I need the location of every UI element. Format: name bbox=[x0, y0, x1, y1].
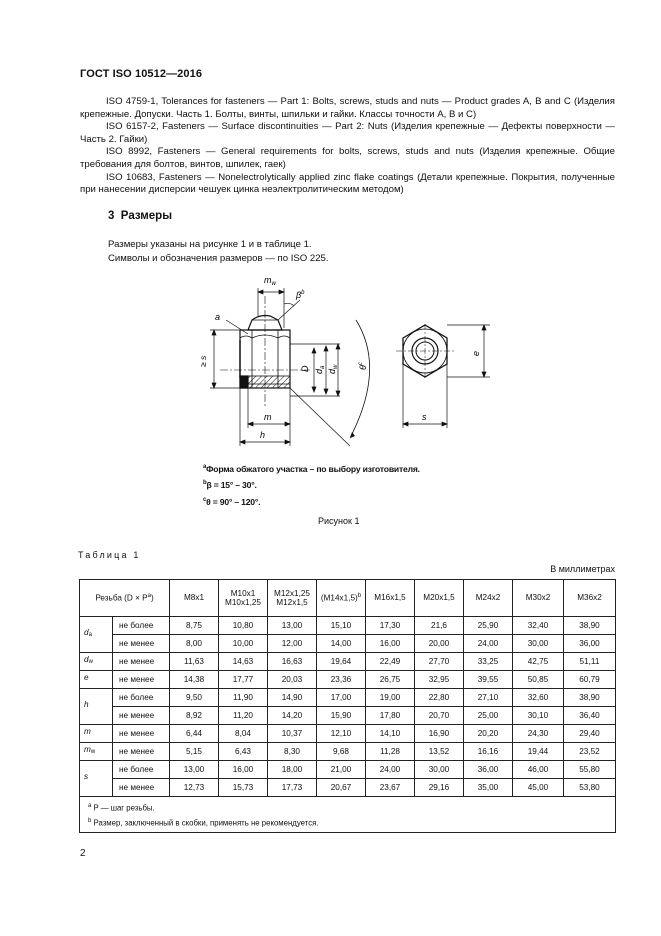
value-cell: 8,04 bbox=[219, 725, 268, 743]
limit-cell: не более bbox=[113, 761, 170, 779]
value-cell: 19,00 bbox=[366, 689, 415, 707]
label-e-right: e bbox=[471, 350, 481, 356]
value-cell: 23,67 bbox=[366, 779, 415, 797]
value-cell: 25,00 bbox=[464, 707, 513, 725]
value-cell: 13,52 bbox=[415, 743, 464, 761]
section-intro bbox=[108, 238, 329, 266]
table-row bbox=[80, 671, 616, 689]
column-header-cell: M24x2 bbox=[464, 580, 513, 617]
figure-note: $^a$Форма обжатого участка – по выбору изготовителя. bbox=[203, 463, 420, 474]
table-row bbox=[80, 653, 616, 671]
table-row bbox=[80, 761, 616, 779]
table-footnotes-row bbox=[80, 797, 616, 833]
value-cell: 38,90 bbox=[564, 617, 616, 635]
value-cell: 17,77 bbox=[219, 671, 268, 689]
limit-cell: не менее bbox=[113, 653, 170, 671]
value-cell: 13,00 bbox=[170, 761, 219, 779]
symbol-cell: m bbox=[80, 725, 113, 743]
limit-cell: не менее bbox=[113, 725, 170, 743]
label-m: m bbox=[264, 412, 272, 422]
value-cell: 22,49 bbox=[366, 653, 415, 671]
symbol-cell: da bbox=[80, 617, 113, 653]
value-cell: 29,40 bbox=[564, 725, 616, 743]
value-cell: 27,10 bbox=[464, 689, 513, 707]
limit-cell: не более bbox=[113, 617, 170, 635]
figure-nut-drawing bbox=[160, 268, 500, 456]
value-cell: 16,00 bbox=[219, 761, 268, 779]
value-cell: 26,75 bbox=[366, 671, 415, 689]
value-cell: 22,80 bbox=[415, 689, 464, 707]
column-header-cell: M10x1 M10x1,25 bbox=[219, 580, 268, 617]
thread-header-cell: Резьба $(D \times P^a)$ bbox=[80, 580, 170, 617]
value-cell: 6,44 bbox=[170, 725, 219, 743]
column-header-cell: M16x1,5 bbox=[366, 580, 415, 617]
value-cell: 20,03 bbox=[268, 671, 317, 689]
table-footnote: $^a$ P — шаг резьбы. bbox=[88, 803, 155, 813]
value-cell: 16,16 bbox=[464, 743, 513, 761]
value-cell: 11,28 bbox=[366, 743, 415, 761]
label-dw: $d_w$ bbox=[327, 364, 339, 374]
value-cell: 20,67 bbox=[317, 779, 366, 797]
value-cell: 11,63 bbox=[170, 653, 219, 671]
value-cell: 17,00 bbox=[317, 689, 366, 707]
value-cell: 8,00 bbox=[170, 635, 219, 653]
label-mw: $m_w$ bbox=[264, 275, 276, 287]
limit-cell: не более bbox=[113, 689, 170, 707]
symbol-cell: e bbox=[80, 671, 113, 689]
column-header-cell: M8x1 bbox=[170, 580, 219, 617]
limit-cell: не менее bbox=[113, 779, 170, 797]
value-cell: 32,60 bbox=[513, 689, 564, 707]
section-title-text: Размеры bbox=[120, 210, 173, 222]
figure-note: $^b$β = 15° – 30°. bbox=[203, 480, 257, 491]
value-cell: 29,16 bbox=[415, 779, 464, 797]
value-cell: 50,85 bbox=[513, 671, 564, 689]
value-cell: 24,00 bbox=[464, 635, 513, 653]
value-cell: 14,63 bbox=[219, 653, 268, 671]
label-s-left: ≥ s bbox=[198, 355, 208, 367]
reference-item: ISO 10683, Fasteners — Nonelectrolytically applied zinc flake coatings (Детали крепежные. Покрытия, полученные при нанесении дисперсии чешуек цинка неэлектролитическим методом) bbox=[80, 171, 615, 196]
value-cell: 10,37 bbox=[268, 725, 317, 743]
value-cell: 32,95 bbox=[415, 671, 464, 689]
value-cell: 27,70 bbox=[415, 653, 464, 671]
value-cell: 12,00 bbox=[268, 635, 317, 653]
section-title bbox=[108, 210, 172, 222]
value-cell: 14,38 bbox=[170, 671, 219, 689]
value-cell: 45,00 bbox=[513, 779, 564, 797]
symbol-cell: mw bbox=[80, 743, 113, 761]
section-number: 3 bbox=[108, 210, 115, 222]
column-header-cell: M30x2 bbox=[513, 580, 564, 617]
normative-references bbox=[80, 96, 615, 197]
value-cell: 23,52 bbox=[564, 743, 616, 761]
value-cell: 36,00 bbox=[464, 761, 513, 779]
value-cell: 17,30 bbox=[366, 617, 415, 635]
value-cell: 21,00 bbox=[317, 761, 366, 779]
limit-cell: не менее bbox=[113, 743, 170, 761]
table-row bbox=[80, 725, 616, 743]
value-cell: 14,00 bbox=[317, 635, 366, 653]
value-cell: 10,00 bbox=[219, 635, 268, 653]
value-cell: 15,10 bbox=[317, 617, 366, 635]
value-cell: 9,50 bbox=[170, 689, 219, 707]
value-cell: 30,00 bbox=[415, 761, 464, 779]
limit-cell: не менее bbox=[113, 671, 170, 689]
symbol-cell: h bbox=[80, 689, 113, 725]
dimensions-table bbox=[79, 579, 616, 833]
reference-item: ISO 6157-2, Fasteners — Surface discontinuities — Part 2: Nuts (Изделия крепежные — Дефекты поверхности — Часть 2. Гайки) bbox=[80, 121, 615, 145]
value-cell: 16,63 bbox=[268, 653, 317, 671]
value-cell: 51,11 bbox=[564, 653, 616, 671]
value-cell: 24,30 bbox=[513, 725, 564, 743]
value-cell: 42,75 bbox=[513, 653, 564, 671]
value-cell: 33,25 bbox=[464, 653, 513, 671]
value-cell: 53,80 bbox=[564, 779, 616, 797]
value-cell: 12,10 bbox=[317, 725, 366, 743]
label-beta: $\beta^b$ bbox=[296, 290, 305, 300]
value-cell: 6,43 bbox=[219, 743, 268, 761]
table-units: В миллиметрах bbox=[550, 564, 615, 574]
column-header-cell: $(M14x1,5)^b$ bbox=[317, 580, 366, 617]
value-cell: 9,68 bbox=[317, 743, 366, 761]
intro-line: Размеры указаны на рисунке 1 и в таблице 1. bbox=[108, 239, 312, 250]
value-cell: 30,10 bbox=[513, 707, 564, 725]
intro-line: Символы и обозначения размеров — по ISO 225. bbox=[108, 253, 329, 264]
value-cell: 46,00 bbox=[513, 761, 564, 779]
table-footnote: $^b$ Размер, заключенный в скобки, применять не рекомендуется. bbox=[88, 817, 319, 828]
value-cell: 14,10 bbox=[366, 725, 415, 743]
value-cell: 15,73 bbox=[219, 779, 268, 797]
value-cell: 25,90 bbox=[464, 617, 513, 635]
value-cell: 14,90 bbox=[268, 689, 317, 707]
limit-cell: не менее bbox=[113, 635, 170, 653]
table-row bbox=[80, 779, 616, 797]
value-cell: 5,15 bbox=[170, 743, 219, 761]
value-cell: 23,36 bbox=[317, 671, 366, 689]
value-cell: 36,00 bbox=[564, 635, 616, 653]
value-cell: 14,20 bbox=[268, 707, 317, 725]
label-da: $d_a$ bbox=[314, 365, 326, 374]
table-row bbox=[80, 689, 616, 707]
value-cell: 19,64 bbox=[317, 653, 366, 671]
table-header-row bbox=[80, 580, 616, 617]
value-cell: 16,00 bbox=[366, 635, 415, 653]
label-mark-a: a bbox=[215, 312, 221, 322]
value-cell: 20,20 bbox=[464, 725, 513, 743]
figure-caption: Рисунок 1 bbox=[318, 516, 360, 526]
value-cell: 11,20 bbox=[219, 707, 268, 725]
table-label: Таблица 1 bbox=[78, 550, 141, 560]
limit-cell: не менее bbox=[113, 707, 170, 725]
value-cell: 19,44 bbox=[513, 743, 564, 761]
value-cell: 20,00 bbox=[415, 635, 464, 653]
symbol-cell: s bbox=[80, 761, 113, 797]
value-cell: 8,30 bbox=[268, 743, 317, 761]
value-cell: 35,00 bbox=[464, 779, 513, 797]
label-theta: $\theta^c$ bbox=[358, 362, 368, 370]
reference-item: ISO 4759-1, Tolerances for fasteners — Part 1: Bolts, screws, studs and nuts — Product grades A, B and C (Изделия крепежные. Допуски. Часть 1. Болты, винты, шпильки и гайки. Классы точности A, B и C) bbox=[80, 96, 615, 120]
value-cell: 16,90 bbox=[415, 725, 464, 743]
document-header: ГОСТ ISO 10512—2016 bbox=[80, 68, 203, 80]
value-cell: 24,00 bbox=[366, 761, 415, 779]
page-number: 2 bbox=[80, 848, 86, 859]
value-cell: 17,80 bbox=[366, 707, 415, 725]
reference-item: ISO 8992, Fasteners — General requirements for bolts, screws, studs and nuts (Изделия крепежные. Общие требования для болтов, винтов, шпилек, гаек) bbox=[80, 146, 615, 170]
label-D: D bbox=[300, 365, 310, 372]
table-row bbox=[80, 707, 616, 725]
value-cell: 10,80 bbox=[219, 617, 268, 635]
label-h: h bbox=[260, 430, 266, 440]
column-header-cell: M20x1,5 bbox=[415, 580, 464, 617]
value-cell: 30,00 bbox=[513, 635, 564, 653]
figure-notes bbox=[203, 460, 420, 509]
value-cell: 60,79 bbox=[564, 671, 616, 689]
label-s-right: s bbox=[422, 412, 427, 422]
figure-note: $^c$θ = 90° – 120°. bbox=[203, 496, 261, 507]
value-cell: 38,90 bbox=[564, 689, 616, 707]
symbol-cell: dw bbox=[80, 653, 113, 671]
table-footnotes bbox=[80, 797, 616, 833]
column-header-cell: M36x2 bbox=[564, 580, 616, 617]
value-cell: 8,75 bbox=[170, 617, 219, 635]
table-row bbox=[80, 617, 616, 635]
value-cell: 36,40 bbox=[564, 707, 616, 725]
value-cell: 39,55 bbox=[464, 671, 513, 689]
value-cell: 12,73 bbox=[170, 779, 219, 797]
value-cell: 8,92 bbox=[170, 707, 219, 725]
table-row bbox=[80, 635, 616, 653]
table-row bbox=[80, 743, 616, 761]
value-cell: 17,73 bbox=[268, 779, 317, 797]
value-cell: 20,70 bbox=[415, 707, 464, 725]
value-cell: 18,00 bbox=[268, 761, 317, 779]
value-cell: 15,90 bbox=[317, 707, 366, 725]
value-cell: 32,40 bbox=[513, 617, 564, 635]
value-cell: 11,90 bbox=[219, 689, 268, 707]
value-cell: 21,6 bbox=[415, 617, 464, 635]
value-cell: 55,80 bbox=[564, 761, 616, 779]
column-header-cell: M12x1,25 M12x1,5 bbox=[268, 580, 317, 617]
value-cell: 13,00 bbox=[268, 617, 317, 635]
nut-top-view bbox=[396, 324, 454, 380]
